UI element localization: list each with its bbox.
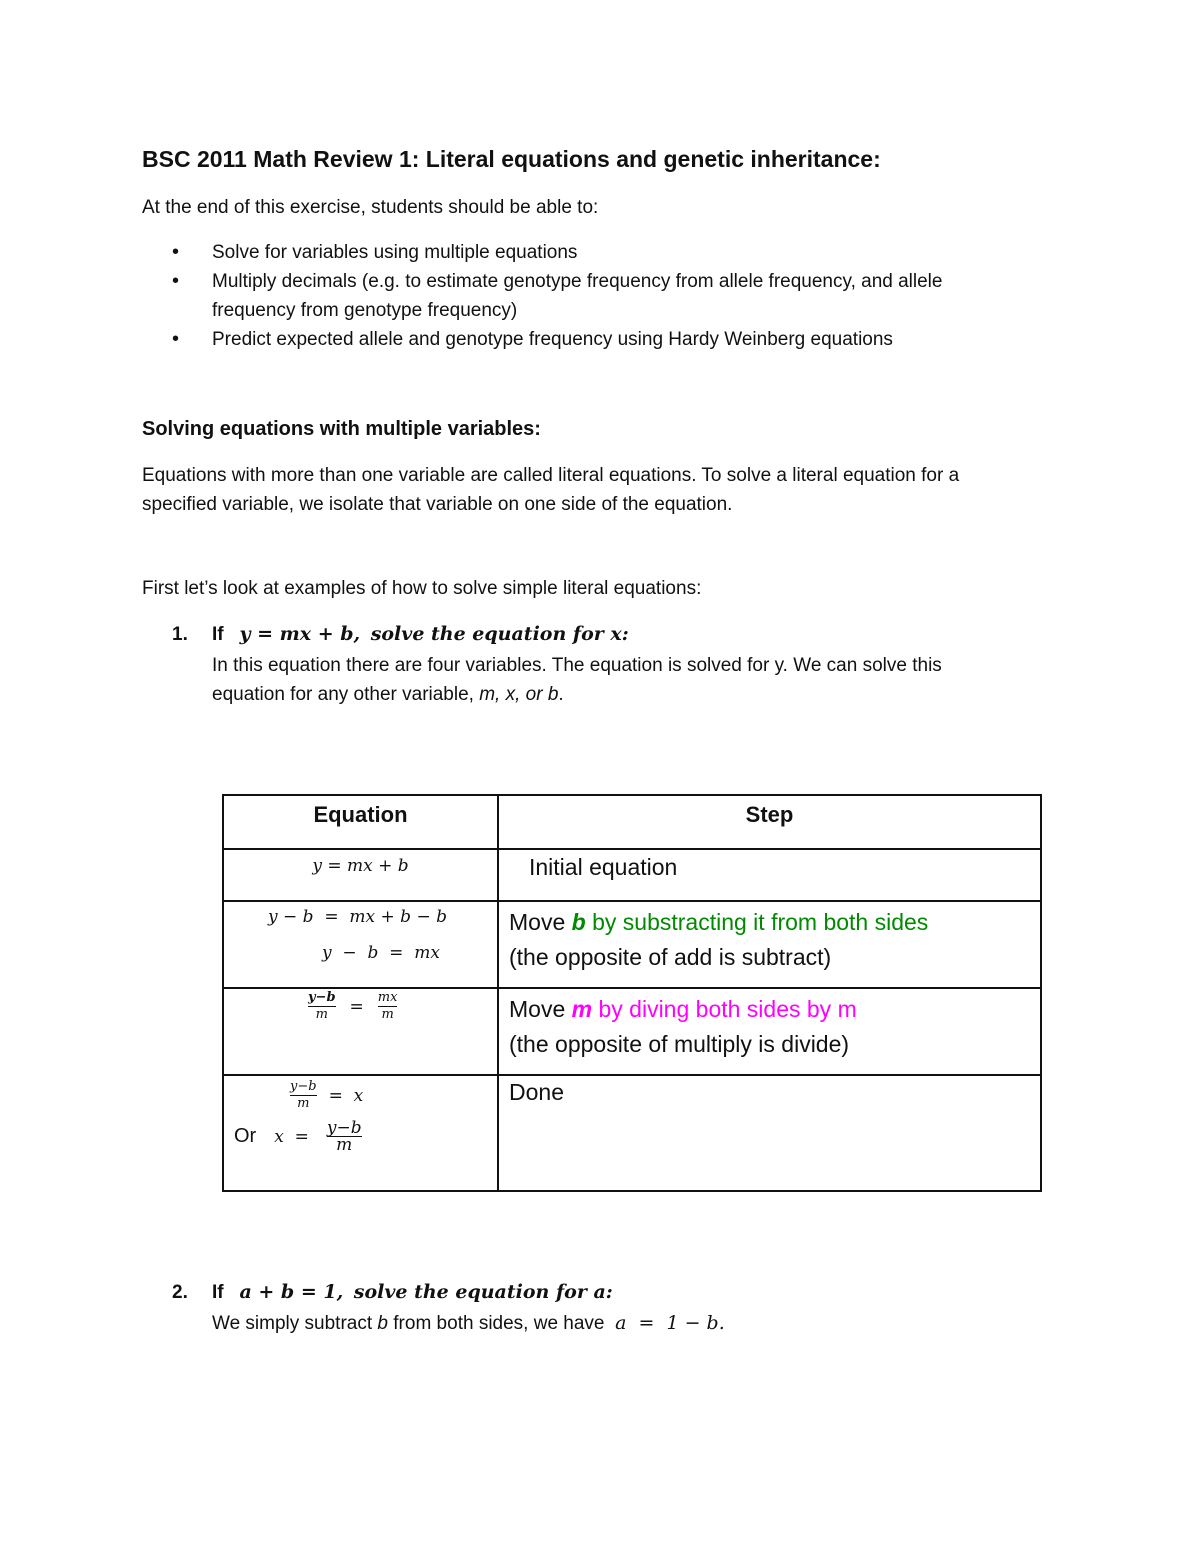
column-header-equation: Equation bbox=[313, 802, 408, 827]
equation-cell: $\frac{y-b}{m}$ = x bbox=[290, 1079, 364, 1111]
examples-intro: First let’s look at examples of how to solve simple literal equations: bbox=[142, 578, 702, 599]
fraction: $\frac{y-b}{m}$ bbox=[326, 1118, 362, 1155]
equation-cell: y = mx + b bbox=[312, 856, 409, 876]
list-item: • Predict expected allele and genotype frequency using Hardy Weinberg equations bbox=[172, 325, 1012, 354]
column-header-step: Step bbox=[745, 802, 794, 827]
fraction: $\frac{y-b}{m}$ bbox=[308, 990, 336, 1022]
objectives-list bbox=[172, 238, 1012, 354]
steps-table bbox=[222, 794, 1042, 1192]
table-row bbox=[223, 795, 1041, 849]
table-row bbox=[223, 849, 1041, 901]
step-cell: Move m by diving both sides by m (the opposite of multiply is divide) bbox=[509, 996, 857, 1057]
example-2-task: solve the equation for a: bbox=[353, 1281, 613, 1303]
table-row bbox=[223, 988, 1041, 1075]
table-row bbox=[223, 1075, 1041, 1191]
example-2-body: We simply subtract b from both sides, we have a = 1 − b. bbox=[212, 1312, 725, 1334]
table-row bbox=[223, 901, 1041, 988]
equation-cell: y − b = mx bbox=[322, 943, 440, 963]
section-paragraph: Equations with more than one variable are called literal equations. To solve a literal equation for a specified variable, we isolate that variable on one side of the equation. bbox=[142, 465, 960, 515]
equation-cell: y − b = mx + b − b bbox=[268, 907, 447, 927]
page-title: BSC 2011 Math Review 1: Literal equations and genetic inheritance: bbox=[142, 146, 881, 172]
example-2-equation: a + b = 1, bbox=[239, 1281, 344, 1303]
fraction: $\frac{y-b}{m}$ bbox=[290, 1079, 317, 1111]
example-1-body: In this equation there are four variables. The equation is solved for y. We can solve this equation for any other variable, m, x, or b. bbox=[212, 655, 942, 705]
equation-cell: Or x = $\frac{y-b}{m}$ bbox=[234, 1118, 362, 1155]
step-cell: Move b by substracting it from both sides (the opposite of add is subtract) bbox=[509, 909, 929, 970]
section-heading: Solving equations with multiple variables: bbox=[142, 418, 541, 440]
fraction: $\frac{mx}{m}$ bbox=[377, 990, 398, 1022]
example-1-task: solve the equation for x: bbox=[370, 623, 629, 645]
equation-cell: $\frac{y-b}{m}$ = $\frac{mx}{m}$ bbox=[308, 990, 398, 1022]
list-item: • Solve for variables using multiple equations bbox=[172, 238, 1012, 267]
list-item: • Multiply decimals (e.g. to estimate genotype frequency from allele frequency, and allele frequency from genotype frequency) bbox=[172, 267, 1012, 325]
objectives-intro: At the end of this exercise, students should be able to: bbox=[142, 197, 599, 218]
step-cell: Done bbox=[509, 1079, 564, 1105]
example-1-equation: y = mx + b, bbox=[239, 623, 361, 645]
step-cell: Initial equation bbox=[529, 854, 678, 880]
example-2-heading: 2. If a + b = 1, solve the equation for a: bbox=[172, 1281, 613, 1303]
example-1-heading: 1. If y = mx + b, solve the equation for x: bbox=[172, 623, 629, 645]
